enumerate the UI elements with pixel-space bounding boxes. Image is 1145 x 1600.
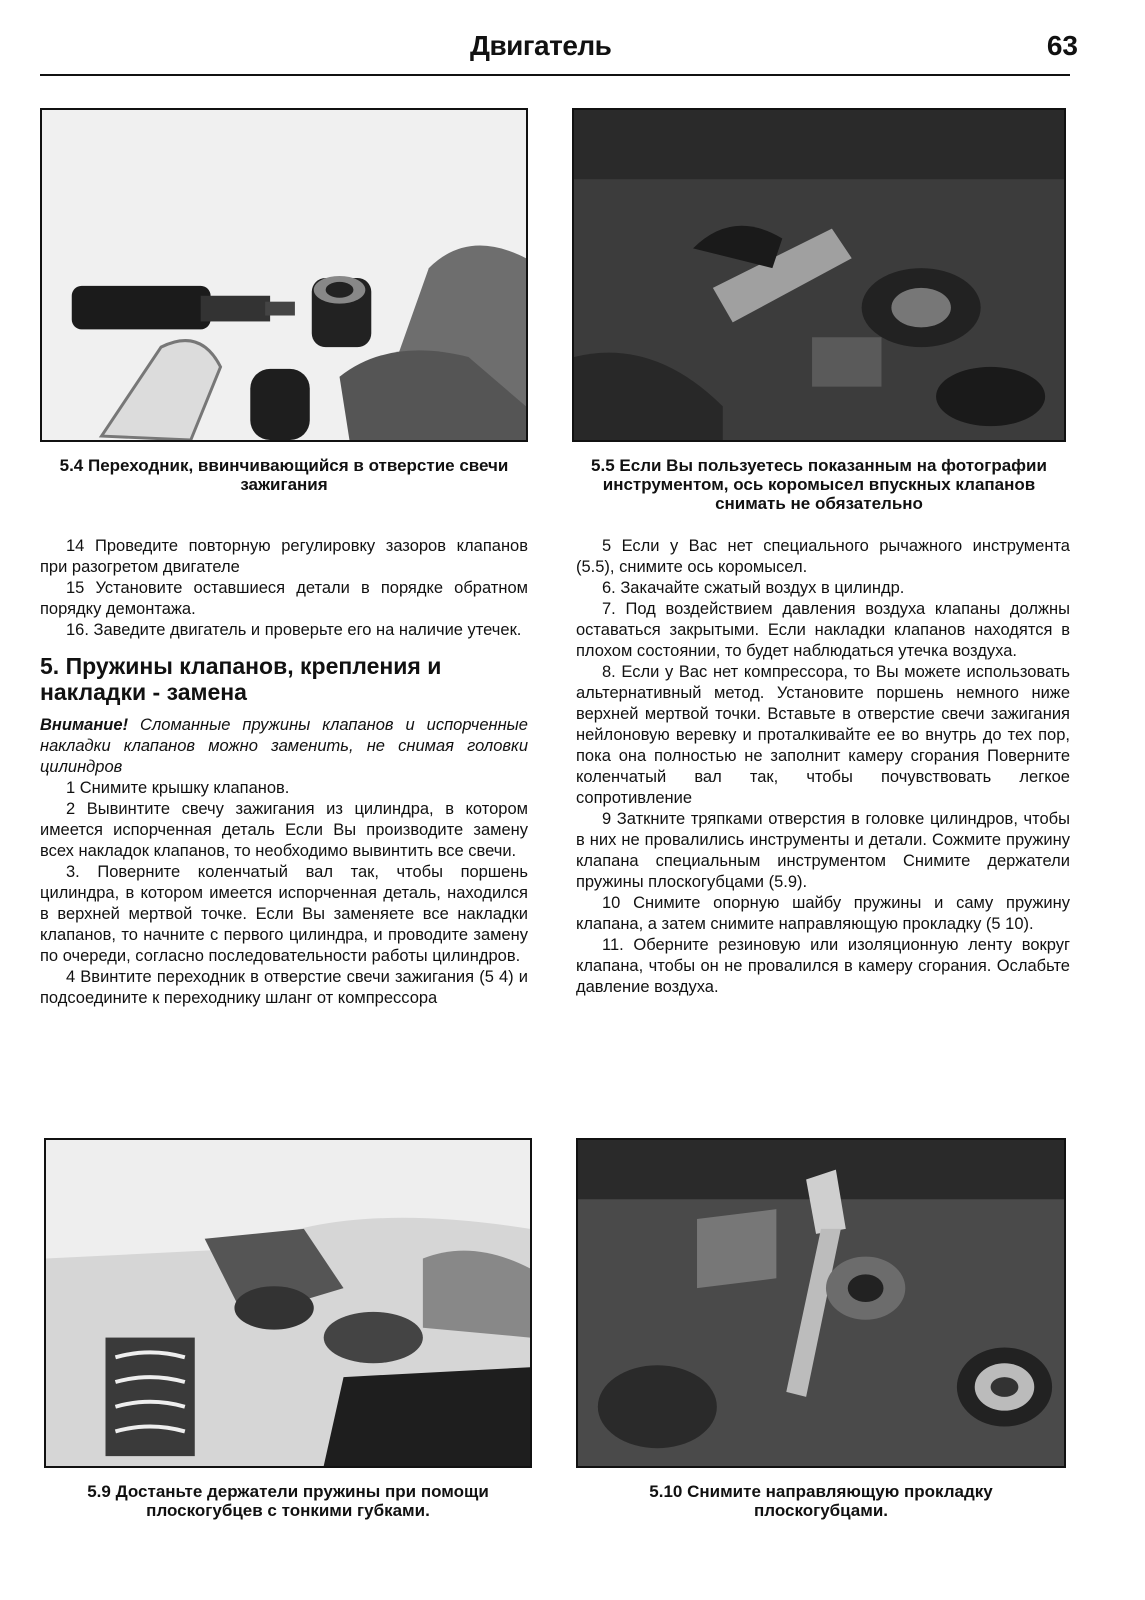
step-14: 14 Проведите повторную регулировку зазоров клапанов при разогретом двигателе <box>40 537 528 576</box>
photo-5-10-valve-seal <box>576 1138 1066 1468</box>
warning-text: Сломанные пружины клапанов и испорченные накладки клапанов можно заменить, не снимая головки цилиндров <box>40 716 528 776</box>
step-16: 16. Заведите двигатель и проверьте его на наличие утечек. <box>66 621 522 639</box>
step-1: 1 Снимите крышку клапанов. <box>66 779 290 797</box>
step-2: 2 Вывинтите свечу зажигания из цилиндра, в котором имеется испорченная деталь Если Вы производите замену всех накладок клапанов, то необходимо вывинтить все свечи. <box>40 800 528 860</box>
photo-5-9-spring-retainers <box>44 1138 532 1468</box>
left-text-column <box>40 536 528 1009</box>
right-text-column <box>576 536 1070 998</box>
step-3: 3. Поверните коленчатый вал так, чтобы поршень цилиндра, в котором имеется испорченная деталь, находился в верхней мертвой точке. Если Вы заменяете все накладки клапанов, то начните с первого цилиндра, и проводите замену по очереди, согласно последовательности работы цилиндров. <box>40 863 528 965</box>
header-rule <box>40 74 1070 76</box>
step-8: 8. Если у Вас нет компрессора, то Вы можете использовать альтернативный метод. Установите поршень немного ниже верхней мертвой точки. Вставьте в отверстие свечи зажигания нейлоновую веревку и проталкивайте ее во внутрь до тех пор, пока она полностью не заполнит камеру сгорания Поверните коленчатый вал так, чтобы почувствовать легкое сопротивление <box>576 663 1070 807</box>
warning-note <box>40 715 528 778</box>
figure-caption-5-9: 5.9 Достаньте держатели пружины при помощи плоскогубцев с тонкими губками. <box>87 1482 489 1520</box>
step-6: 6. Закачайте сжатый воздух в цилиндр. <box>602 579 905 597</box>
running-header-title: Двигатель <box>470 30 612 61</box>
warning-label: Внимание! <box>40 716 129 734</box>
step-10: 10 Снимите опорную шайбу пружины и саму пружину клапана, а затем снимите направляющую прокладку (5 10). <box>576 894 1070 933</box>
step-4: 4 Ввинтите переходник в отверстие свечи зажигания (5 4) и подсоедините к переходнику шланг от компрессора <box>40 968 528 1007</box>
step-7: 7. Под воздействием давления воздуха клапаны должны оставаться закрытыми. Если накладки клапанов находятся в плохом состоянии, то будет наблюдаться утечка воздуха. <box>576 600 1070 660</box>
step-5: 5 Если у Вас нет специального рычажного инструмента (5.5), снимите ось коромысел. <box>576 537 1070 576</box>
figure-caption-5-10: 5.10 Снимите направляющую прокладку плоскогубцами. <box>649 1482 993 1520</box>
photo-5-4-adapter <box>40 108 528 442</box>
section-heading: 5. Пружины клапанов, крепления и накладки - замена <box>40 653 442 705</box>
figure-caption-5-4: 5.4 Переходник, ввинчивающийся в отверстие свечи зажигания <box>59 456 509 494</box>
photo-5-5-rocker-tool <box>572 108 1066 442</box>
step-9: 9 Заткните тряпками отверстия в головке цилиндров, чтобы в них не провалились инструменты и детали. Сожмите пружину клапана специальным инструментом Снимите держатели пружины плоскогубцами (5.9). <box>576 810 1070 891</box>
step-15: 15 Установите оставшиеся детали в порядке обратном порядку демонтажа. <box>40 579 528 618</box>
step-11: 11. Оберните резиновую или изоляционную ленту вокруг клапана, чтобы он не провалился в камеру сгорания. Ослабьте давление воздуха. <box>576 936 1070 996</box>
figure-caption-5-5: 5.5 Если Вы пользуетесь показанным на фотографии инструментом, ось коромысел впускных клапанов снимать не обязательно <box>591 456 1047 513</box>
page-number: 63 <box>1046 30 1078 61</box>
